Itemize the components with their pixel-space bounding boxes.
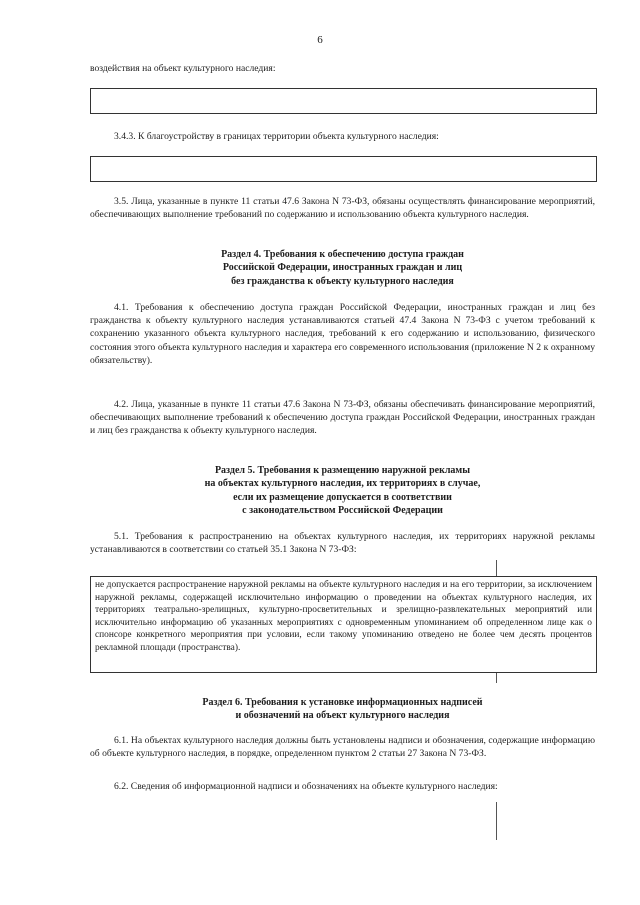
table-rule bbox=[496, 802, 497, 840]
section-4-title: Раздел 4. Требования к обеспечению доступа граждан Российской Федерации, иностранных граждан и лиц без гражданства к объекту культурного наследия bbox=[221, 249, 464, 287]
clause-5-1: 5.1. Требования к распространению на объектах культурного наследия, их территориях наружной рекламы устанавливаются в соответствии со статьей 35.1 Закона N 73-ФЗ: bbox=[90, 531, 595, 556]
section-6-title: Раздел 6. Требования к установке информационных надписей и обозначений на объект культурного наследия bbox=[202, 697, 483, 722]
page-number: 6 bbox=[317, 34, 323, 46]
clause-6-1: 6.1. На объектах культурного наследия должны быть установлены надписи и обозначения, содержащие информацию об объекте культурного наследия, в порядке, определенном пунктом 2 статьи 27 Закона N 73-ФЗ. bbox=[90, 735, 595, 760]
intro-line: воздействия на объект культурного наследия: bbox=[90, 63, 276, 74]
clause-3-5: 3.5. Лица, указанные в пункте 11 статьи 47.6 Закона N 73-ФЗ, обязаны осуществлять финансирование мероприятий, обеспечивающих выполнение требований по содержанию и использованию объекта культурного наследия. bbox=[90, 196, 595, 221]
clause-4-1: 4.1. Требования к обеспечению доступа граждан Российской Федерации, иностранных граждан и лиц без гражданства к объекту культурного наследия устанавливаются статьей 47.4 Закона N 73-ФЗ с учетом требований к сохранению указанного объекта культурного наследия, требований к его содержанию и использованию, физического состояния этого объекта культурного наследия и характера его современного использования (приложение N 2 к охранному обязательству). bbox=[90, 302, 595, 366]
advertising-requirements-text: не допускается распространение наружной рекламы на объекте культурного наследия и на его территории, за исключением наружной рекламы, содержащей исключительно информацию о проведении на объектах культурного наследия, их территориях театрально-зрелищных, культурно-просветительных и зрелищно-развлекательных мероприятий или исключительно информацию об указанных мероприятиях с одновременным упоминанием об определенном лице как о спонсоре конкретного мероприятия при условии, если такому упоминанию отведено не более чем десять процентов рекламной площади (пространства). bbox=[95, 580, 592, 653]
advertising-requirements-box bbox=[90, 576, 597, 673]
clause-6-2: 6.2. Сведения об информационной надписи и обозначениях на объекте культурного наследия: bbox=[114, 781, 498, 792]
clause-4-2: 4.2. Лица, указанные в пункте 11 статьи 47.6 Закона N 73-ФЗ, обязаны обеспечивать финансирование мероприятий, обеспечивающих выполнение требований к обеспечению доступа граждан Российской Федерации, иностранных граждан и лиц без гражданства к объекту культурного наследия. bbox=[90, 399, 595, 437]
table-rule bbox=[496, 560, 497, 576]
table-rule bbox=[496, 673, 497, 683]
empty-field-box bbox=[90, 156, 597, 182]
empty-field-box bbox=[90, 88, 597, 114]
clause-3-4-3: 3.4.3. К благоустройству в границах территории объекта культурного наследия: bbox=[114, 131, 439, 142]
section-5-title: Раздел 5. Требования к размещению наружной рекламы на объектах культурного наследия, их территориях в случае, если их размещение допускается в соответствии с законодательством Российской Федерации bbox=[204, 465, 481, 517]
